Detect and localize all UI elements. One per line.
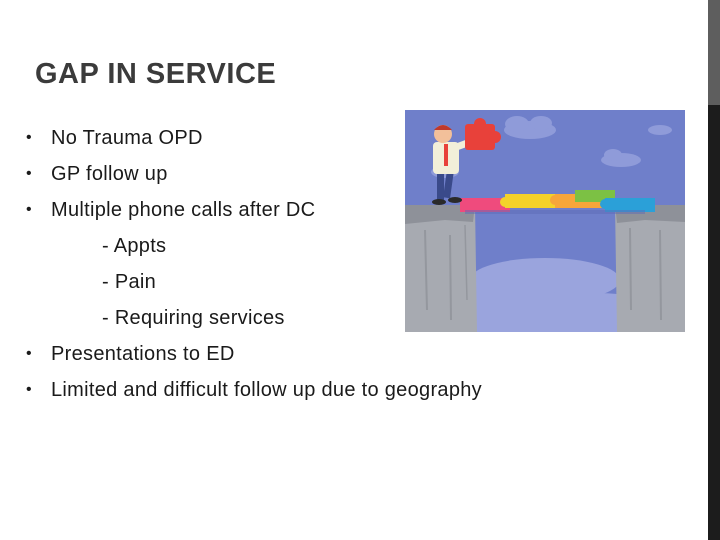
bullet-marker: • (26, 345, 32, 362)
bullet-text: Limited and difficult follow up due to geography (51, 379, 482, 401)
bullet-text: GP follow up (51, 163, 168, 185)
slide-title: GAP IN SERVICE (35, 58, 277, 90)
puzzle-bridge-illustration (405, 110, 685, 332)
sub-bullet-text: - Appts (102, 235, 167, 257)
bullet-marker: • (26, 129, 32, 146)
bullet-text: Multiple phone calls after DC (51, 199, 316, 221)
right-cliff (615, 205, 685, 332)
left-cliff (405, 205, 477, 332)
bullet-marker: • (26, 381, 32, 398)
slide-edge-bar-accent (708, 0, 720, 105)
bullet-text: Presentations to ED (51, 343, 235, 365)
bullet-item (22, 372, 582, 408)
bullet-text: No Trauma OPD (51, 127, 203, 149)
bullet-marker: • (26, 201, 32, 218)
sub-bullet-text: - Pain (102, 271, 157, 293)
bullet-marker: • (26, 165, 32, 182)
sub-bullet-text: - Requiring services (102, 307, 285, 329)
bullet-item (22, 336, 582, 372)
